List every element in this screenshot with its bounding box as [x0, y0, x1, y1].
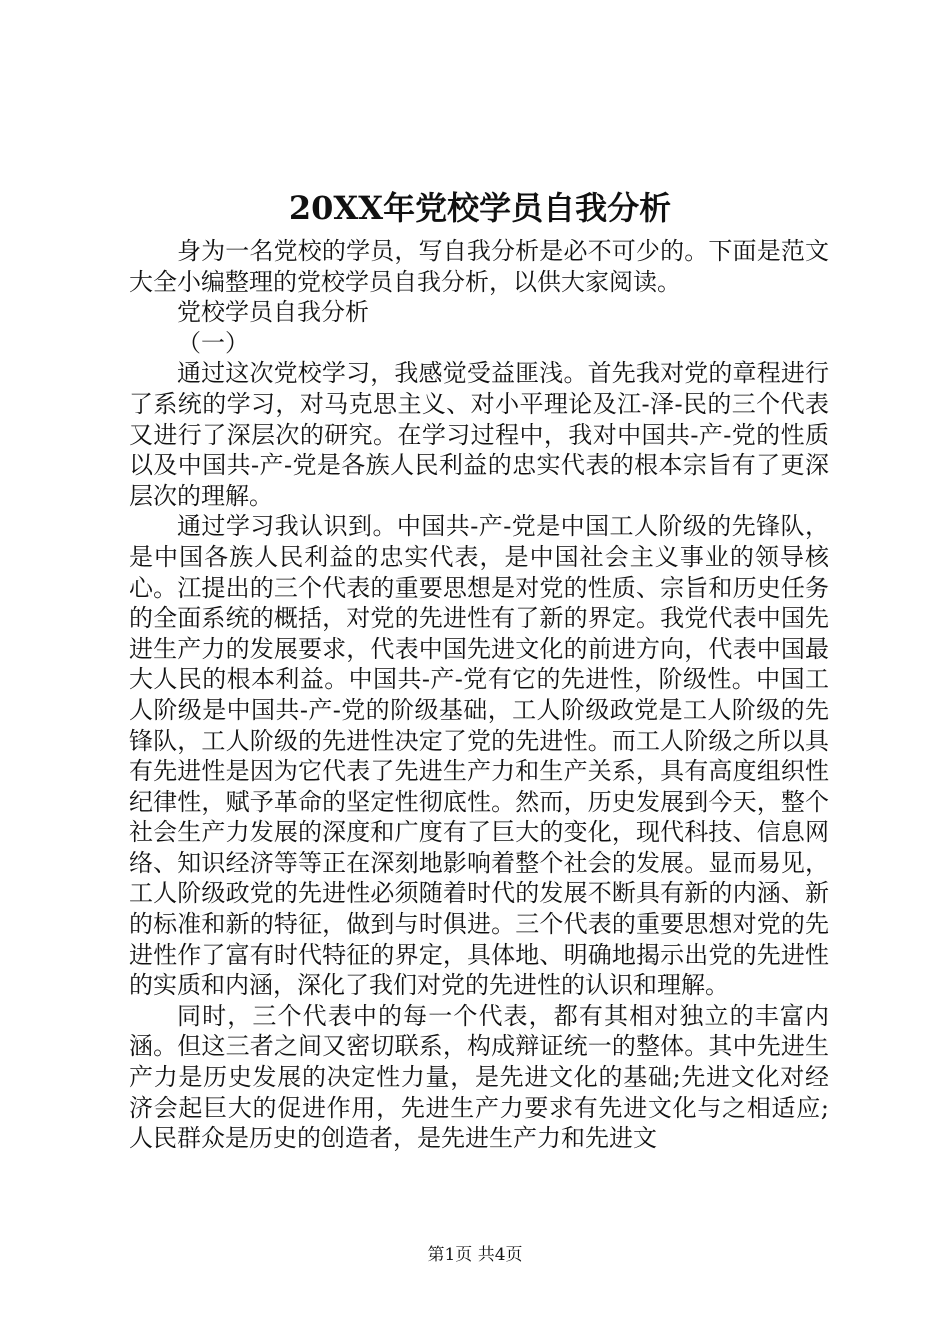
section-heading: 党校学员自我分析	[177, 298, 369, 327]
body-paragraph: 同时，三个代表中的每一个代表，都有其相对独立的丰富内涵。但这三者之间又密切联系，构成辩证统一的整体。其中先进生产力是历史发展的决定性力量，是先进文化的基础;先进文化对经济会起巨大的促进作用，先进生产力要求有先进文化与之相适应;人民群众是历史的创造者，是先进生产力和先进文	[129, 1001, 829, 1153]
body-paragraph: 通过这次党校学习，我感觉受益匪浅。首先我对党的章程进行了系统的学习，对马克思主义、对小平理论及江-泽-民的三个代表又进行了深层次的研究。在学习过程中，我对中国共-产-党的性质以及中国共-产-党是各族人民利益的忠实代表的根本宗旨有了更深层次的理解。	[129, 359, 829, 510]
intro-paragraph: 身为一名党校的学员，写自我分析是必不可少的。下面是范文大全小编整理的党校学员自我分析，以供大家阅读。	[129, 237, 829, 296]
document-body	[129, 236, 829, 1154]
page-footer: 第1页 共4页	[427, 1245, 523, 1265]
body-paragraph: 通过学习我认识到。中国共-产-党是中国工人阶级的先锋队，是中国各族人民利益的忠实代表，是中国社会主义事业的领导核心。江提出的三个代表的重要思想是对党的性质、宗旨和历史任务的全面系统的概括，对党的先进性有了新的界定。我党代表中国先进生产力的发展要求，代表中国先进文化的前进方向，代表中国最大人民的根本利益。中国共-产-党有它的先进性，阶级性。中国工人阶级是中国共-产-党的阶级基础，工人阶级政党是工人阶级的先锋队，工人阶级的先进性决定了党的先进性。而工人阶级之所以具有先进性是因为它代表了先进生产力和生产关系，具有高度组织性纪律性，赋予革命的坚定性彻底性。然而，历史发展到今天，整个社会生产力发展的深度和广度有了巨大的变化，现代科技、信息网络、知识经济等等正在深刻地影响着整个社会的发展。显而易见，工人阶级政党的先进性必须随着时代的发展不断具有新的内涵、新的标准和新的特征，做到与时俱进。三个代表的重要思想对党的先进性作了富有时代特征的界定，具体地、明确地揭示出党的先进性的实质和内涵，深化了我们对党的先进性的认识和理解。	[129, 512, 829, 1000]
subsection-label: （一）	[177, 328, 249, 357]
document-title: 20XX年党校学员自我分析	[288, 189, 672, 227]
